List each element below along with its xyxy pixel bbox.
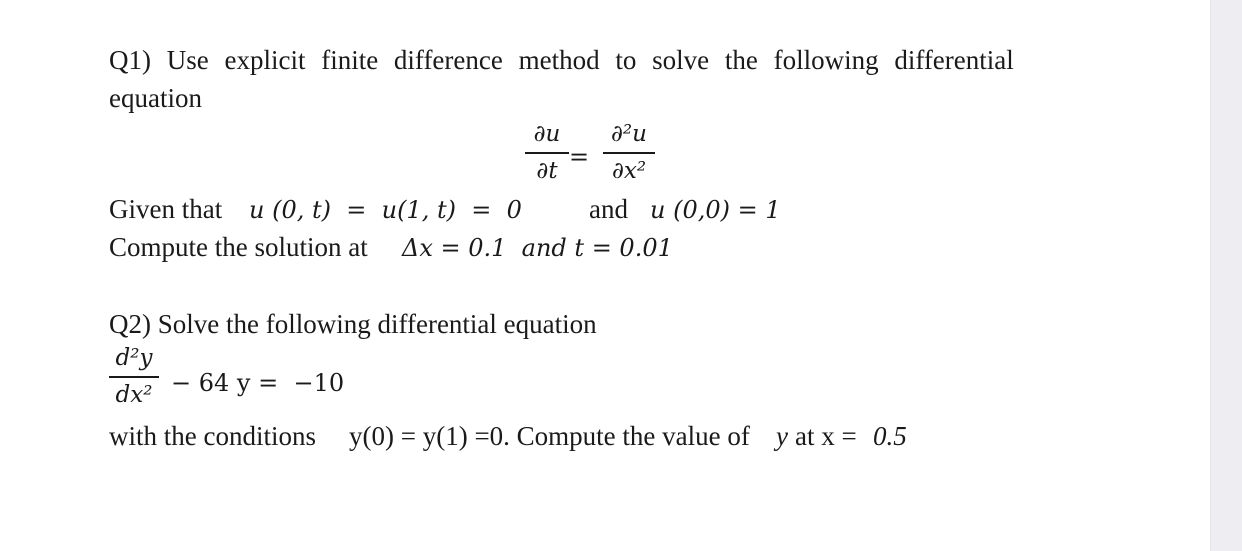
pde-equals-sign: = <box>569 143 590 171</box>
pde-rhs-fraction-bar <box>603 152 655 154</box>
pde-lhs-fraction-bar <box>525 152 569 154</box>
pde-rhs-denominator: ∂x² <box>611 157 647 184</box>
target-variable: y <box>776 421 788 451</box>
and-label: and <box>589 194 628 224</box>
initial-condition-expression: u (0,0) = 1 <box>650 196 781 224</box>
ode-denominator: dx² <box>115 381 153 408</box>
given-that-label: Given that <box>109 194 223 224</box>
q1-heading: Q1) Use explicit finite difference method to solve the following differential <box>109 45 1014 75</box>
pde-lhs-fraction <box>525 120 569 185</box>
boundary-condition-expression: u (0, t) = u(1, t) = 0 <box>249 196 522 224</box>
evaluation-point-label: at x = <box>795 421 857 451</box>
ode-fraction-bar <box>109 376 159 378</box>
q1-heading-continued: equation <box>109 83 202 113</box>
pde-rhs-numerator: ∂²u <box>611 121 647 147</box>
step-size-expression: Δx = 0.1 and t = 0.01 <box>402 234 673 262</box>
compute-instruction: Compute the solution at <box>109 232 368 262</box>
pde-rhs-fraction <box>603 120 655 185</box>
evaluation-point-value: 0.5 <box>873 421 907 451</box>
pde-lhs-denominator: ∂t <box>536 157 558 184</box>
conditions-label: with the conditions <box>109 421 316 451</box>
q2-heading: Q2) Solve the following differential equation <box>109 309 597 339</box>
ode-second-derivative-fraction <box>109 344 159 409</box>
ode-remaining-terms: − 64 y = −10 <box>171 369 345 397</box>
pde-lhs-numerator: ∂u <box>533 121 561 147</box>
ode-numerator: d²y <box>115 345 153 371</box>
conditions-statement: y(0) = y(1) =0. Compute the value of <box>349 421 750 451</box>
page-edge-strip <box>1210 0 1242 551</box>
document-body <box>109 0 1109 551</box>
